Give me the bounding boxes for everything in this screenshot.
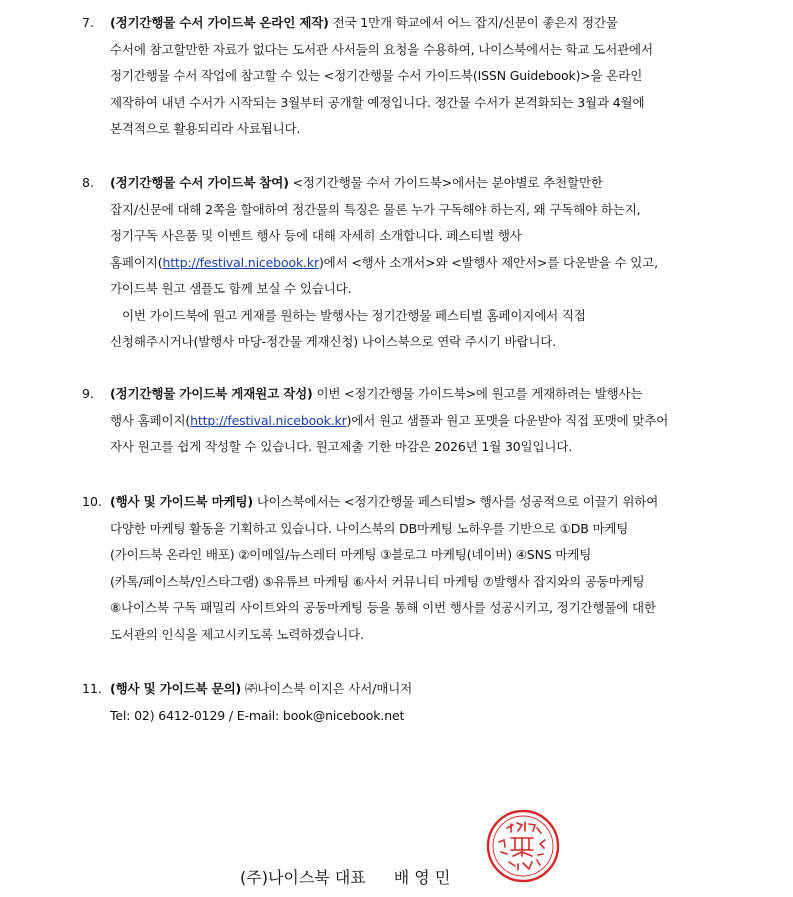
paragraph-line: 제작하여 내년 수서가 시작되는 3월부터 공개할 예정입니다. 정간물 수서가 본격화되는 3월과 4월에: [110, 94, 645, 110]
paragraph-line: [110, 381, 750, 408]
paragraph-line: 다양한 마케팅 활동을 기획하고 있습니다. 나이스북의 DB마케팅 노하우를 기반으로 ①DB 마케팅: [110, 520, 629, 536]
section-heading: (행사 및 가이드북 마케팅): [110, 494, 253, 509]
section-body: [110, 10, 750, 143]
section-heading: (행사 및 가이드북 문의): [110, 681, 242, 696]
section-body: [110, 381, 750, 461]
line-text: <정기간행물 수서 가이드북>에서는 분야별로 추천할만한: [292, 175, 603, 190]
paragraph-line: (가이드북 온라인 배포) ②이메일/뉴스레터 마케팅 ③블로그 마케팅(네이버) ④SNS 마케팅: [110, 547, 592, 562]
line-text: 이번 <정기간행물 가이드북>에 원고를 게재하려는 발행사는: [316, 386, 643, 401]
festival-homepage-link[interactable]: http://festival.nicebook.kr: [162, 254, 319, 270]
signature: [240, 866, 450, 890]
section-number: 9.: [82, 386, 94, 401]
line-text: 행사 홈페이지(: [110, 412, 191, 428]
paragraph-line: 자사 원고를 쉽게 작성할 수 있습니다. 원고제출 기한 마감은 2026년 1월 30일입니다.: [110, 439, 573, 454]
paragraph-line: 도서관의 인식을 제고시키도록 노력하겠습니다.: [110, 626, 364, 642]
paragraph-line: [110, 676, 750, 703]
paragraph-line: 정기구독 사은품 및 이벤트 행사 등에 대해 자세히 소개합니다. 페스티벌 행사: [110, 228, 522, 243]
line-text: 전국 1만개 학교에서 어느 잡지/신문이 좋은지 정간물: [332, 15, 618, 30]
section-number: 10.: [82, 494, 102, 509]
paragraph-line: [110, 489, 750, 516]
contact-line: Tel: 02) 6412-0129 / E-mail: book@nicebook.net: [110, 707, 405, 723]
signature-company: (주)나이스북 대표: [240, 868, 366, 887]
paragraph-line: 잡지/신문에 대해 2쪽을 할애하여 정간물의 특징은 물론 누가 구독해야 하는지, 왜 구독해야 하는지,: [110, 201, 641, 217]
section-number: 11.: [82, 681, 102, 696]
section-heading: (정기간행물 수서 가이드북 온라인 제작): [110, 15, 329, 30]
signature-name: 배 영 민: [393, 868, 451, 887]
paragraph-line: [110, 408, 750, 435]
paragraph-line: 본격적으로 활용되리라 사료됩니다.: [110, 121, 301, 136]
paragraph-line: 가이드북 원고 샘플도 함께 보실 수 있습니다.: [110, 281, 352, 296]
section-body: [110, 676, 750, 729]
paragraph-line: [110, 10, 750, 37]
company-seal-icon: [485, 808, 561, 884]
festival-homepage-link[interactable]: http://festival.nicebook.kr: [190, 412, 347, 428]
paragraph-line: 정기간행물 수서 작업에 참고할 수 있는 <정기간행물 수서 가이드북(ISSN Guidebook)>을 온라인: [110, 68, 643, 83]
line-text: )에서 원고 샘플과 원고 포맷을 다운받아 직접 포맷에 맞추어: [346, 412, 669, 428]
section-number: 7.: [82, 15, 94, 30]
paragraph-line: 이번 가이드북에 원고 게재를 원하는 발행사는 정기간행물 페스티벌 홈페이지에서 직접: [122, 307, 586, 323]
paragraph-line: (카톡/페이스북/인스타그램) ⑤유튜브 마케팅 ⑥사서 커뮤니티 마케팅 ⑦발행사 잡지와의 공동마케팅: [110, 573, 645, 589]
section-heading: (정기간행물 수서 가이드북 참여): [110, 175, 289, 190]
line-text: 나이스북에서는 <정기간행물 페스티벌> 행사를 성공적으로 이끌기 위하여: [256, 494, 659, 509]
section-number: 8.: [82, 175, 94, 190]
section-body: [110, 170, 750, 356]
contact-name: ㈜나이스북 이지은 사서/매니저: [244, 681, 413, 696]
section-body: [110, 489, 750, 648]
line-text: )에서 <행사 소개서>와 <발행사 제안서>를 다운받을 수 있고,: [318, 254, 658, 270]
paragraph-line: [110, 170, 750, 197]
paragraph-line: ⑧나이스북 구독 패밀리 사이트와의 공동마케팅 등을 통해 이번 행사를 성공시키고, 정기간행물에 대한: [110, 600, 656, 615]
line-text: 홈페이지(: [110, 254, 163, 270]
paragraph-line: 신청해주시거나(발행사 마당-정간물 게재신청) 나이스북으로 연락 주시기 바랍니다.: [110, 334, 557, 349]
paragraph-line: [110, 250, 750, 277]
section-heading: (정기간행물 가이드북 게재원고 작성): [110, 386, 313, 401]
paragraph-line: 수서에 참고할만한 자료가 없다는 도서관 사서들의 요청을 수용하여, 나이스북에서는 학교 도서관에서: [110, 41, 653, 57]
